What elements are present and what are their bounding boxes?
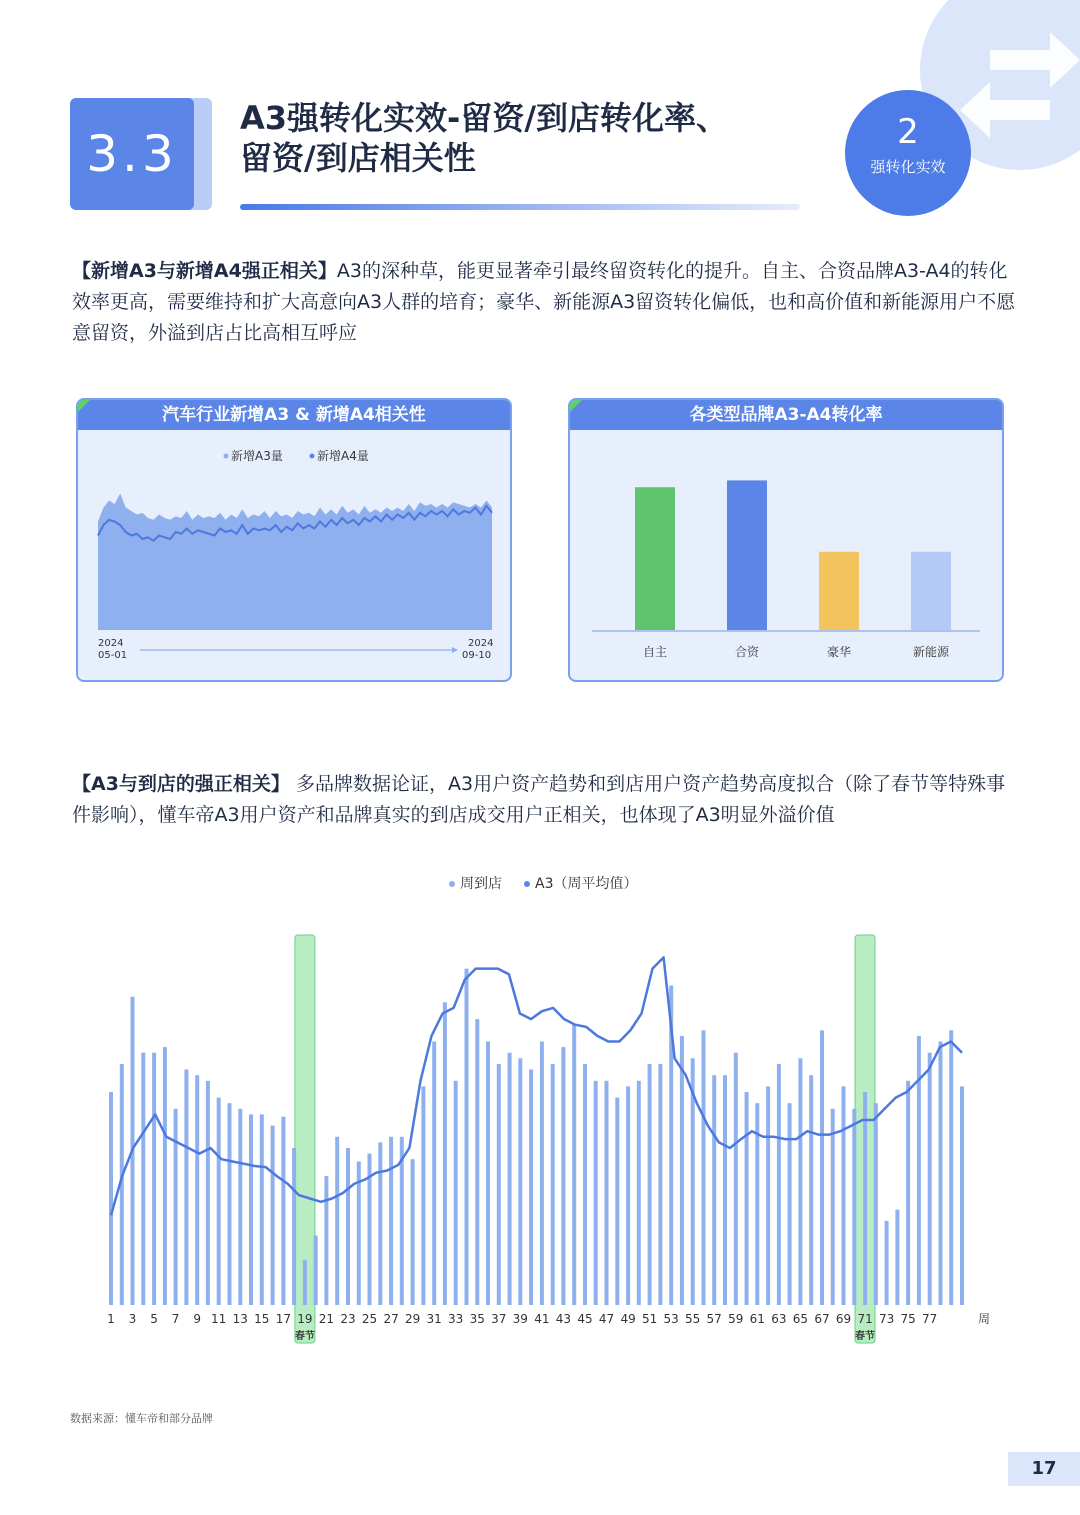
- chapter-badge: [845, 90, 971, 216]
- bar-week-79: [949, 1030, 953, 1305]
- bar-week-74: [895, 1210, 899, 1305]
- bar-week-34: [465, 969, 469, 1305]
- paragraph-1-text: A3的深种草，能更显著牵引最终留资转化的提升。自主、合资品牌A3-A4的转化效率更高，需要维持和扩大高意向A3人群的培育；豪华、新能源A3留资转化偏低，也和高价值和新能源用户不愿意留资，外溢到店占比高相互呼应: [72, 260, 1016, 344]
- bar-week-21: [324, 1176, 328, 1305]
- category-label: 豪华: [826, 645, 852, 659]
- bar-week-8: [184, 1070, 188, 1306]
- bar-自主: [635, 487, 675, 630]
- x-tick-label: 49: [620, 1312, 636, 1326]
- x-tick-label: 67: [814, 1312, 830, 1326]
- x-start-date: 05-01: [98, 650, 128, 661]
- x-tick-label: 77: [922, 1312, 938, 1326]
- bar-week-32: [443, 1002, 447, 1305]
- bar-week-14: [249, 1114, 253, 1305]
- paragraph-2: [72, 769, 1022, 831]
- x-tick-label: 75: [900, 1312, 916, 1326]
- x-start-year: 2024: [98, 638, 124, 649]
- bar-week-23: [346, 1148, 350, 1305]
- bar-week-65: [798, 1058, 802, 1305]
- bar-week-27: [389, 1137, 393, 1305]
- x-tick-label: 19: [297, 1312, 313, 1326]
- x-tick-label: 57: [706, 1312, 722, 1326]
- x-tick-label: 23: [340, 1312, 356, 1326]
- paragraph-1: [72, 256, 1022, 349]
- bar-week-1: [109, 1092, 113, 1305]
- title-line-2: 留资/到店相关性: [240, 139, 476, 177]
- timeline-arrowhead: [452, 647, 458, 653]
- bar-week-62: [766, 1086, 770, 1305]
- bar-week-57: [712, 1075, 716, 1305]
- bar-week-4: [141, 1053, 145, 1305]
- x-tick-label: 65: [792, 1312, 809, 1326]
- bar-week-18: [292, 1148, 296, 1305]
- bar-week-26: [378, 1142, 382, 1305]
- bar-week-44: [572, 1025, 576, 1305]
- bar-week-76: [917, 1036, 921, 1305]
- bar-week-33: [454, 1081, 458, 1305]
- title-line-1: A3强转化实效-留资/到店转化率、: [240, 99, 729, 137]
- bar-week-19: [303, 1260, 307, 1305]
- x-tick-label: 17: [275, 1312, 292, 1326]
- legend-label-a3-weekly: A3（周平均值）: [535, 876, 638, 892]
- category-label: 新能源: [912, 645, 950, 659]
- bar-week-72: [874, 1103, 878, 1305]
- bar-week-78: [939, 1042, 943, 1306]
- x-tick-label: 15: [254, 1312, 270, 1326]
- paragraph-2-text: 多品牌数据论证，A3用户资产趋势和到店用户资产趋势高度拟合（除了春节等特殊事件影响），懂车帝A3用户资产和品牌真实的到店成交用户正相关，也体现了A3明显外溢价值: [72, 773, 1006, 826]
- bar-week-42: [551, 1064, 555, 1305]
- weekly-store-visit-chart: [0, 860, 1080, 1360]
- bar-week-46: [594, 1081, 598, 1305]
- legend-label-a3: 新增A3量: [231, 449, 283, 463]
- bar-week-54: [680, 1036, 684, 1305]
- bar-week-20: [314, 1236, 318, 1306]
- bar-豪华: [819, 552, 859, 630]
- bar-week-31: [432, 1042, 436, 1306]
- x-tick-label: 21: [318, 1312, 335, 1326]
- x-tick-label: 47: [598, 1312, 615, 1326]
- chapter-badge-text: 强转化实效: [870, 158, 946, 176]
- paragraph-2-heading: 【A3与到店的强正相关】: [72, 773, 290, 795]
- x-tick-label: 71: [857, 1312, 873, 1326]
- x-tick-label: 9: [193, 1312, 202, 1326]
- x-tick-label: 63: [771, 1312, 787, 1326]
- panel-conversion-title: 各类型品牌A3-A4转化率: [570, 400, 1002, 430]
- x-tick-label: 43: [555, 1312, 572, 1326]
- bar-week-58: [723, 1075, 727, 1305]
- bar-week-47: [605, 1081, 609, 1305]
- bar-week-48: [615, 1098, 619, 1305]
- bar-week-41: [540, 1042, 544, 1306]
- bar-week-35: [475, 1019, 479, 1305]
- x-tick-label: 25: [361, 1312, 378, 1326]
- page-number: 17: [1008, 1452, 1080, 1486]
- bar-week-9: [195, 1075, 199, 1305]
- x-tick-label: 31: [426, 1312, 442, 1326]
- bar-week-16: [271, 1126, 275, 1305]
- x-tick-label: 59: [728, 1312, 744, 1326]
- x-tick-label: 53: [663, 1312, 679, 1326]
- x-tick-label: 39: [512, 1312, 528, 1326]
- bar-week-60: [745, 1092, 749, 1305]
- x-tick-label: 69: [835, 1312, 852, 1326]
- legend-marker-a4: [310, 454, 315, 459]
- bar-week-5: [152, 1053, 156, 1305]
- x-tick-label: 55: [685, 1312, 701, 1326]
- x-tick-label: 35: [469, 1312, 485, 1326]
- bar-week-17: [281, 1117, 285, 1305]
- bar-week-6: [163, 1047, 167, 1305]
- x-end-year: 2024: [468, 638, 494, 649]
- bar-week-67: [820, 1030, 824, 1305]
- bar-week-59: [734, 1053, 738, 1305]
- bar-week-70: [852, 1109, 856, 1305]
- bar-week-80: [960, 1086, 964, 1305]
- category-label: 合资: [734, 645, 760, 659]
- x-tick-label: 7: [171, 1312, 180, 1326]
- x-tick-label: 1: [107, 1312, 115, 1326]
- bar-week-43: [561, 1047, 565, 1305]
- bar-chart-conversion: [570, 430, 1002, 680]
- data-source: 数据来源：懂车帝和部分品牌: [70, 1412, 213, 1425]
- bar-week-75: [906, 1081, 910, 1305]
- bar-week-45: [583, 1064, 587, 1305]
- paragraph-1-heading: 【新增A3与新增A4强正相关】: [72, 260, 337, 282]
- bar-week-38: [508, 1053, 512, 1305]
- bar-week-11: [217, 1098, 221, 1305]
- bar-week-37: [497, 1064, 501, 1305]
- legend-label-store-visits: 周到店: [460, 876, 502, 892]
- panel-a3-a4-title: 汽车行业新增A3 & 新增A4相关性: [78, 400, 510, 430]
- bar-week-66: [809, 1075, 813, 1305]
- area-chart-a3-a4: [78, 430, 510, 680]
- bar-week-56: [702, 1030, 706, 1305]
- series-area-a3: [98, 494, 492, 631]
- bar-week-40: [529, 1070, 533, 1306]
- x-tick-label: 51: [641, 1312, 658, 1326]
- bar-week-29: [411, 1159, 415, 1305]
- bar-week-69: [842, 1086, 846, 1305]
- panel-conversion-rate: [568, 398, 1004, 682]
- legend-marker-a3: [224, 454, 229, 459]
- chapter-badge-number: 2: [897, 112, 919, 152]
- x-tick-label: 41: [534, 1312, 550, 1326]
- x-tick-label: 73: [878, 1312, 895, 1326]
- bar-week-52: [658, 1064, 662, 1305]
- bar-week-36: [486, 1042, 490, 1306]
- bar-week-68: [831, 1109, 835, 1305]
- legend-label-a4: 新增A4量: [317, 449, 369, 463]
- title-underline: [240, 204, 800, 210]
- bar-week-7: [174, 1109, 178, 1305]
- panel-corner-accent: [570, 400, 582, 412]
- x-tick-label: 37: [491, 1312, 507, 1326]
- bar-week-50: [637, 1081, 641, 1305]
- bar-week-77: [928, 1053, 932, 1305]
- legend-marker-a3: [524, 881, 530, 887]
- x-tick-label: 27: [383, 1312, 399, 1326]
- x-tick-label: 5: [150, 1312, 158, 1326]
- panel-corner-accent: [78, 400, 90, 412]
- spring-festival-label: 春节: [855, 1331, 876, 1342]
- x-tick-label: 33: [448, 1312, 464, 1326]
- x-tick-label: 29: [404, 1312, 421, 1326]
- x-tick-label: 45: [577, 1312, 593, 1326]
- bar-week-10: [206, 1081, 210, 1305]
- bar-week-15: [260, 1114, 264, 1305]
- x-axis-unit: 周: [978, 1312, 991, 1326]
- spring-festival-label: 春节: [294, 1331, 315, 1342]
- bar-week-73: [885, 1221, 889, 1305]
- section-number: 3.3: [86, 125, 178, 183]
- x-tick-label: 3: [128, 1312, 137, 1326]
- x-end-date: 09-10: [462, 650, 492, 661]
- bar-week-51: [648, 1064, 652, 1305]
- bar-week-71: [863, 1092, 867, 1305]
- bar-新能源: [911, 552, 951, 630]
- bar-week-12: [228, 1103, 232, 1305]
- bar-week-39: [518, 1058, 522, 1305]
- x-tick-label: 11: [211, 1312, 227, 1326]
- legend-marker-store-visits: [449, 881, 455, 887]
- page-title: [240, 98, 728, 178]
- bar-week-13: [238, 1109, 242, 1305]
- bar-week-22: [335, 1137, 339, 1305]
- category-label: 自主: [642, 645, 668, 659]
- bar-week-64: [788, 1103, 792, 1305]
- bar-week-63: [777, 1064, 781, 1305]
- bar-合资: [727, 480, 767, 630]
- panel-a3-a4-correlation: [76, 398, 512, 682]
- x-tick-label: 13: [232, 1312, 248, 1326]
- bar-week-49: [626, 1086, 630, 1305]
- x-tick-label: 61: [749, 1312, 765, 1326]
- bar-week-30: [421, 1086, 425, 1305]
